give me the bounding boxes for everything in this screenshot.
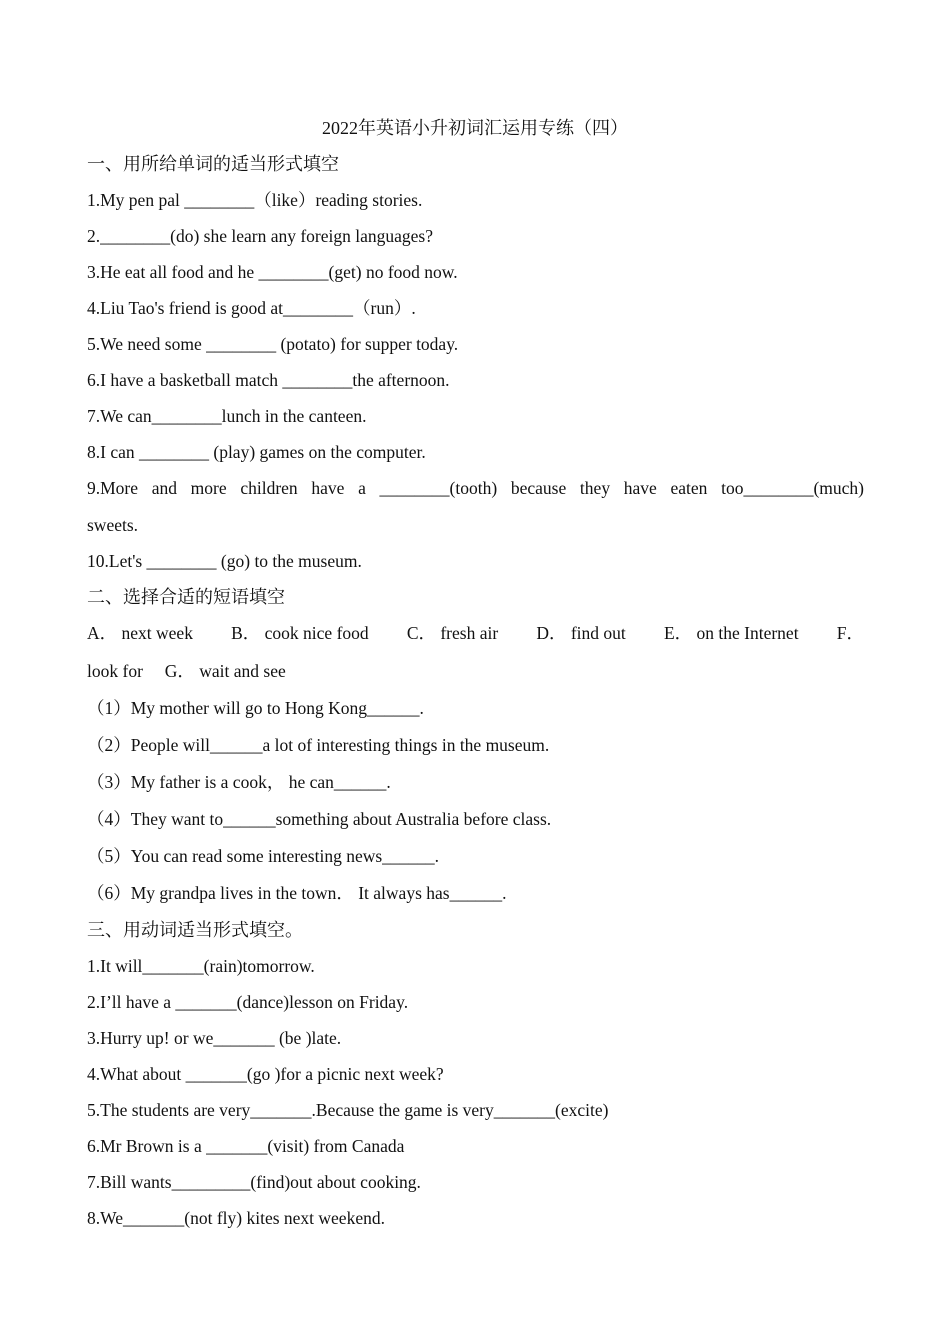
option-f-label: F． <box>836 623 864 643</box>
s1-question-4: 4.Liu Tao's friend is good at________（run）. <box>87 298 416 318</box>
section2-heading: 二、选择合适的短语填空 <box>87 587 285 607</box>
page-title: 2022年英语小升初词汇运用专练（四） <box>322 118 628 138</box>
s2-question-3: （3）My father is a cook， he can______. <box>87 772 391 792</box>
section1-heading: 一、用所给单词的适当形式填空 <box>87 154 339 174</box>
s2-question-1: （1）My mother will go to Hong Kong______. <box>87 698 424 718</box>
option-e: E． on the Internet <box>663 623 799 643</box>
s3-question-7: 7.Bill wants_________(find)out about cooking. <box>87 1172 421 1192</box>
s1-question-6: 6.I have a basketball match ________the afternoon. <box>87 370 450 390</box>
s3-question-8: 8.We_______(not fly) kites next weekend. <box>87 1208 385 1228</box>
option-c: C． fresh air <box>406 623 499 643</box>
option-a: A． next week <box>87 623 193 643</box>
s1-question-1: 1.My pen pal ________（like）reading stories. <box>87 190 423 210</box>
option-d: D． find out <box>536 623 626 643</box>
s2-question-5: （5）You can read some interesting news______. <box>87 846 440 866</box>
s1-question-10: 10.Let's ________ (go) to the museum. <box>87 551 362 571</box>
option-b: B． cook nice food <box>231 623 369 643</box>
s3-question-4: 4.What about _______(go )for a picnic next week? <box>87 1064 444 1084</box>
phrase-options-continued: look for G． wait and see <box>87 661 286 681</box>
s2-question-2: （2）People will______a lot of interesting things in the museum. <box>87 735 550 755</box>
s1-question-7: 7.We can________lunch in the canteen. <box>87 406 367 426</box>
s3-question-1: 1.It will_______(rain)tomorrow. <box>87 956 315 976</box>
s2-question-6: （6）My grandpa lives in the town． It always has______. <box>87 883 507 903</box>
s1-question-8: 8.I can ________ (play) games on the computer. <box>87 442 426 462</box>
s1-question-9: 9.More and more children have a ________(tooth) because they have eaten too________(much) <box>87 478 864 498</box>
section3-heading: 三、用动词适当形式填空。 <box>87 920 303 940</box>
s1-question-5: 5.We need some ________ (potato) for supper today. <box>87 334 459 354</box>
s3-question-5: 5.The students are very_______.Because the game is very_______(excite) <box>87 1100 609 1120</box>
s3-question-3: 3.Hurry up! or we_______ (be )late. <box>87 1028 342 1048</box>
s1-question-2: 2.________(do) she learn any foreign languages? <box>87 226 434 246</box>
s3-question-2: 2.I’ll have a _______(dance)lesson on Friday. <box>87 992 409 1012</box>
s2-question-4: （4）They want to______something about Australia before class. <box>87 809 552 829</box>
s1-question-3: 3.He eat all food and he ________(get) no food now. <box>87 262 458 282</box>
worksheet-content <box>87 152 864 1242</box>
s3-question-6: 6.Mr Brown is a _______(visit) from Canada <box>87 1136 405 1156</box>
phrase-options <box>87 621 864 659</box>
s1-question-9-continued: sweets. <box>87 515 139 535</box>
